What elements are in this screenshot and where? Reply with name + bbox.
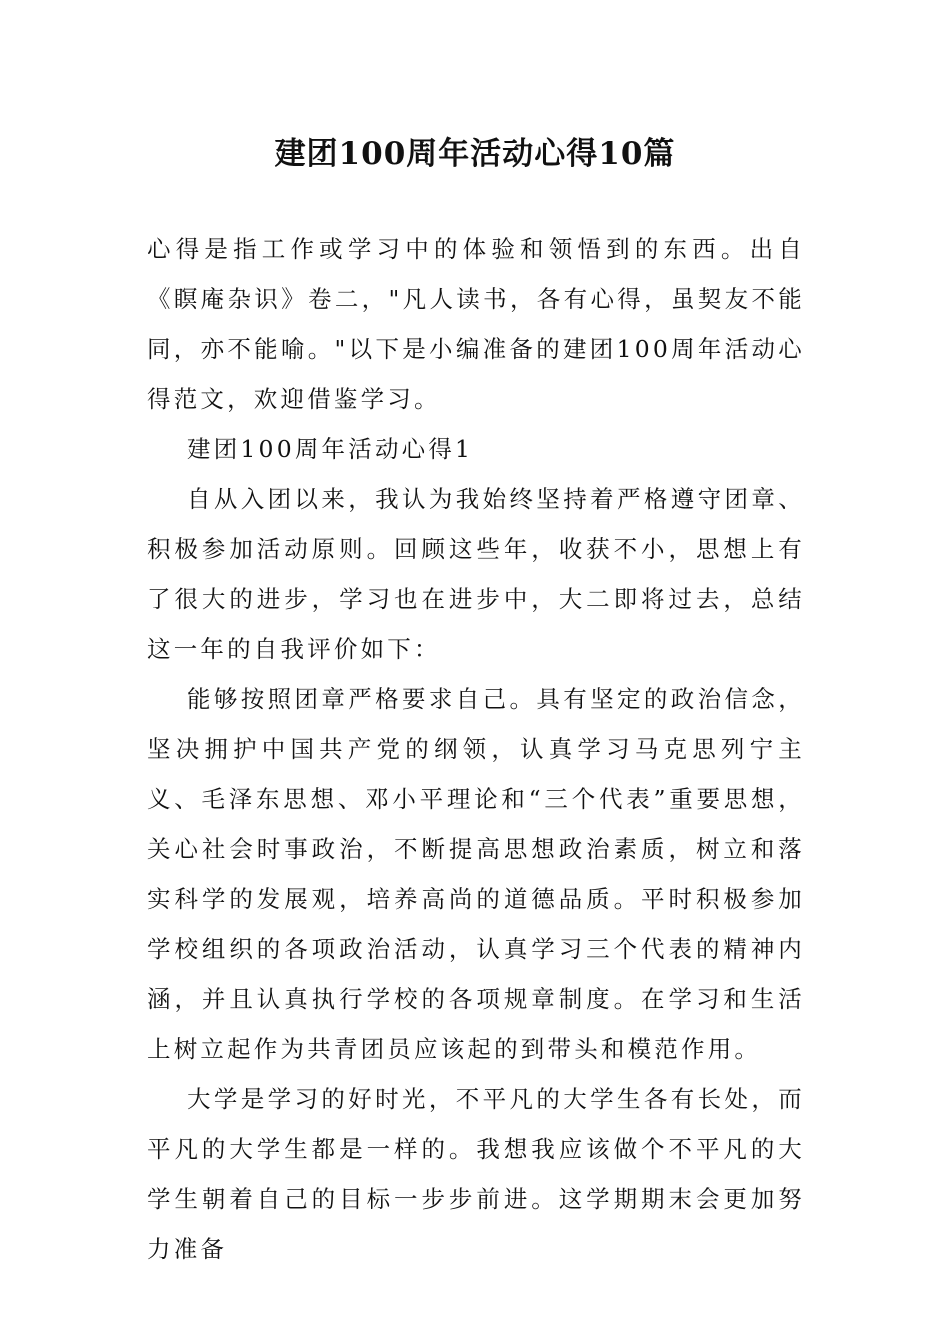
body-paragraph: 自从入团以来，我认为我始终坚持着严格遵守团章、积极参加活动原则。回顾这些年，收获不小，思想上有了很大的进步，学习也在进步中，大二即将过去，总结这一年的自我评价如下： <box>147 485 805 663</box>
body-paragraph: 能够按照团章严格要求自己。具有坚定的政治信念，坚决拥护中国共产党的纲领，认真学习马克思列宁主义、毛泽东思想、邓小平理论和“三个代表”重要思想，关心社会时事政治，不断提高思想政治素质，树立和落实科学的发展观，培养高尚的道德品质。平时积极参加学校组织的各项政治活动，认真学习三个代表的精神内涵，并且认真执行学校的各项规章制度。在学习和生活上树立起作为共青团员应该起的到带头和模范作用。 <box>147 685 805 1063</box>
intro-paragraph: 心得是指工作或学习中的体验和领悟到的东西。出自《瞑庵杂识》卷二，"凡人读书，各有心得，虽契友不能同，亦不能喻。"以下是小编准备的建团100周年活动心得范文，欢迎借鉴学习。 <box>147 235 805 413</box>
body-paragraph: 大学是学习的好时光，不平凡的大学生各有长处，而平凡的大学生都是一样的。我想我应该做个不平凡的大学生朝着自己的目标一步步前进。这学期期末会更加努力准备 <box>147 1085 805 1263</box>
section-heading: 建团100周年活动心得1 <box>187 435 474 463</box>
document-title: 建团100周年活动心得10篇 <box>274 136 676 172</box>
document-body <box>147 224 805 1274</box>
